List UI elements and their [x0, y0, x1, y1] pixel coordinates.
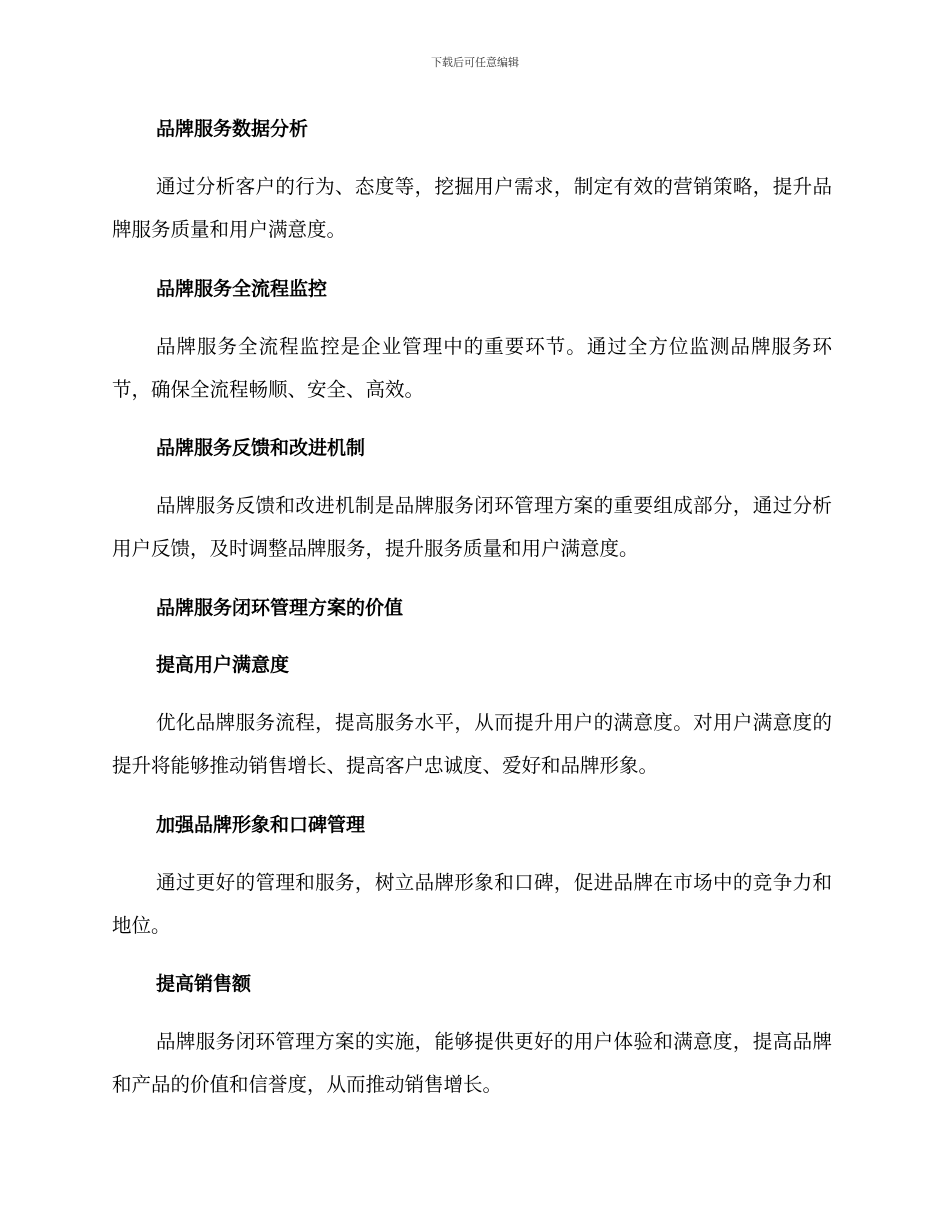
section-paragraph: 优化品牌服务流程，提高服务水平，从而提升用户的满意度。对用户满意度的提升将能够推动销售增长、提高客户忠诚度、爱好和品牌形象。 — [112, 711, 832, 777]
section-heading: 提高销售额 — [156, 973, 252, 995]
section-heading: 加强品牌形象和口碑管理 — [156, 814, 366, 836]
section-heading: 品牌服务闭环管理方案的价值 — [156, 597, 404, 619]
section-paragraph: 品牌服务反馈和改进机制是品牌服务闭环管理方案的重要组成部分，通过分析用户反馈，及时调整品牌服务，提升服务质量和用户满意度。 — [112, 494, 832, 560]
section-heading: 品牌服务数据分析 — [156, 118, 309, 140]
page-header: 下载后可任意编辑 — [431, 56, 519, 69]
section-paragraph: 品牌服务闭环管理方案的实施，能够提供更好的用户体验和满意度，提高品牌和产品的价值和信誉度，从而推动销售增长。 — [112, 1030, 832, 1096]
section-heading: 品牌服务全流程监控 — [156, 278, 328, 300]
section-heading: 品牌服务反馈和改进机制 — [156, 437, 366, 459]
section-paragraph: 通过分析客户的行为、态度等，挖掘用户需求，制定有效的营销策略，提升品牌服务质量和用户满意度。 — [112, 175, 832, 241]
section-paragraph: 品牌服务全流程监控是企业管理中的重要环节。通过全方位监测品牌服务环节，确保全流程畅顺、安全、高效。 — [112, 335, 832, 401]
section-heading: 提高用户满意度 — [156, 654, 290, 676]
section-paragraph: 通过更好的管理和服务，树立品牌形象和口碑，促进品牌在市场中的竞争力和地位。 — [112, 871, 832, 937]
